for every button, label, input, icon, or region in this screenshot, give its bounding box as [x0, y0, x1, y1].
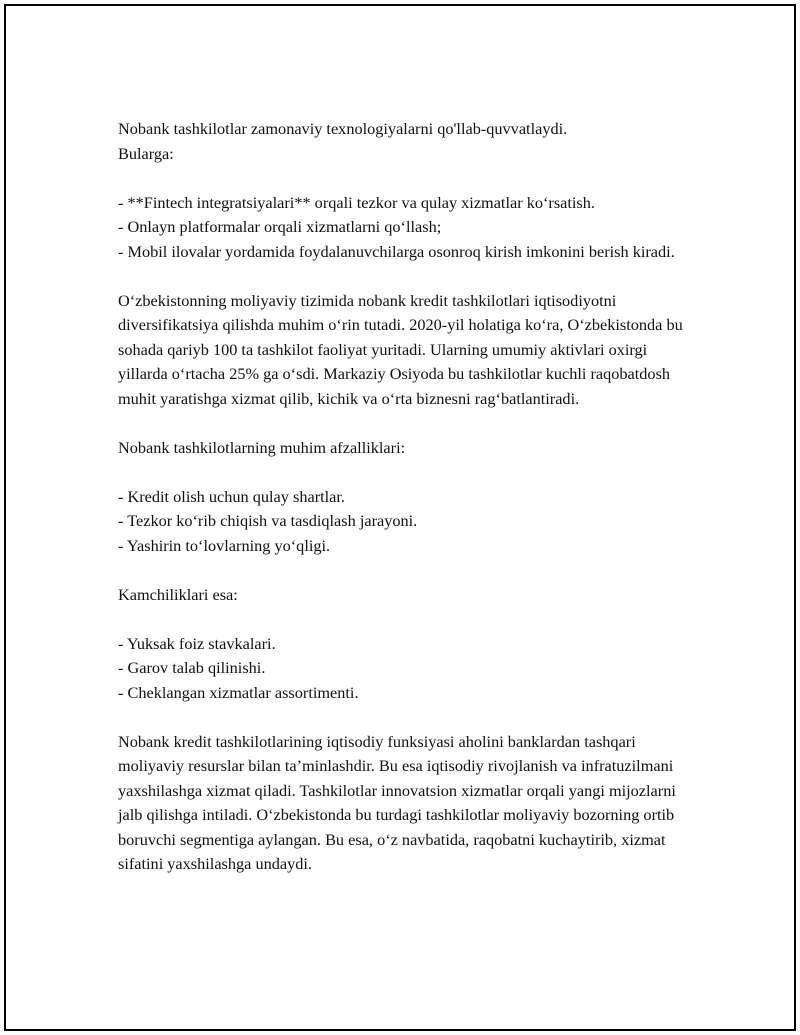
list-item: - Kredit olish uchun qulay shartlar. — [118, 486, 345, 506]
disadvantages-heading: Kamchiliklari esa: — [118, 584, 238, 604]
list-item: - Tezkor ko‘rib chiqish va tasdiqlash jarayoni. — [118, 511, 418, 530]
advantages-list — [118, 485, 688, 559]
list-item: - Cheklangan xizmatlar assortimenti. — [118, 682, 359, 702]
intro-list — [118, 191, 688, 265]
disadvantages-list — [118, 632, 688, 706]
list-item: - Yashirin to‘lovlarning yo‘qligi. — [118, 535, 331, 555]
overview-paragraph: O‘zbekistonning moliyaviy tizimida nobank kredit tashkilotlari iqtisodiyotni diversifikatsiya qilishda muhim o‘rin tutadi. 2020-yil holatiga ko‘ra, O‘zbekistonda bu sohada qariyb 100 ta tashkilot faoliyat yuritadi. Ularning umumiy aktivlari oxirgi yillarda o‘rtacha 25% ga o‘sdi. Markaziy Osiyoda bu tashkilotlar kuchli raqobatdosh muhit yaratishga xizmat qilib, kichik va o‘rta biznesni rag‘batlantiradi. — [118, 290, 683, 408]
list-item: - Garov talab qilinishi. — [118, 658, 266, 677]
intro-paragraph: Nobank tashkilotlar zamonaviy texnologiyalarni qo'llab-quvvatlaydi. Bularga: — [118, 119, 568, 163]
document-body — [118, 117, 688, 901]
list-item: - Yuksak foiz stavkalari. — [118, 633, 276, 653]
list-item: - Onlayn platformalar orqali xizmatlarni qo‘llash; — [118, 217, 442, 236]
advantages-heading: Nobank tashkilotlarning muhim afzalliklari: — [118, 437, 406, 457]
conclusion-paragraph: Nobank kredit tashkilotlarining iqtisodiy funksiyasi aholini banklardan tashqari moliyaviy resurslar bilan ta’minlashdir. Bu esa iqtisodiy rivojlanish va infratuzilmani yaxshilashga xizmat qiladi. Tashkilotlar innovatsion xizmatlar orqali yangi mijozlarni jalb qilishga intiladi. O‘zbekistonda bu turdagi tashkilotlar moliyaviy bozorning ortib boruvchi segmentiga aylangan. Bu esa, o‘z navbatida, raqobatni kuchaytirib, xizmat sifatini yaxshilashga undaydi. — [118, 731, 676, 873]
list-item: - **Fintech integratsiyalari** orqali tezkor va qulay xizmatlar ko‘rsatish. — [118, 192, 595, 212]
list-item: - Mobil ilovalar yordamida foydalanuvchilarga osonroq kirish imkonini berish kiradi. — [118, 241, 675, 261]
